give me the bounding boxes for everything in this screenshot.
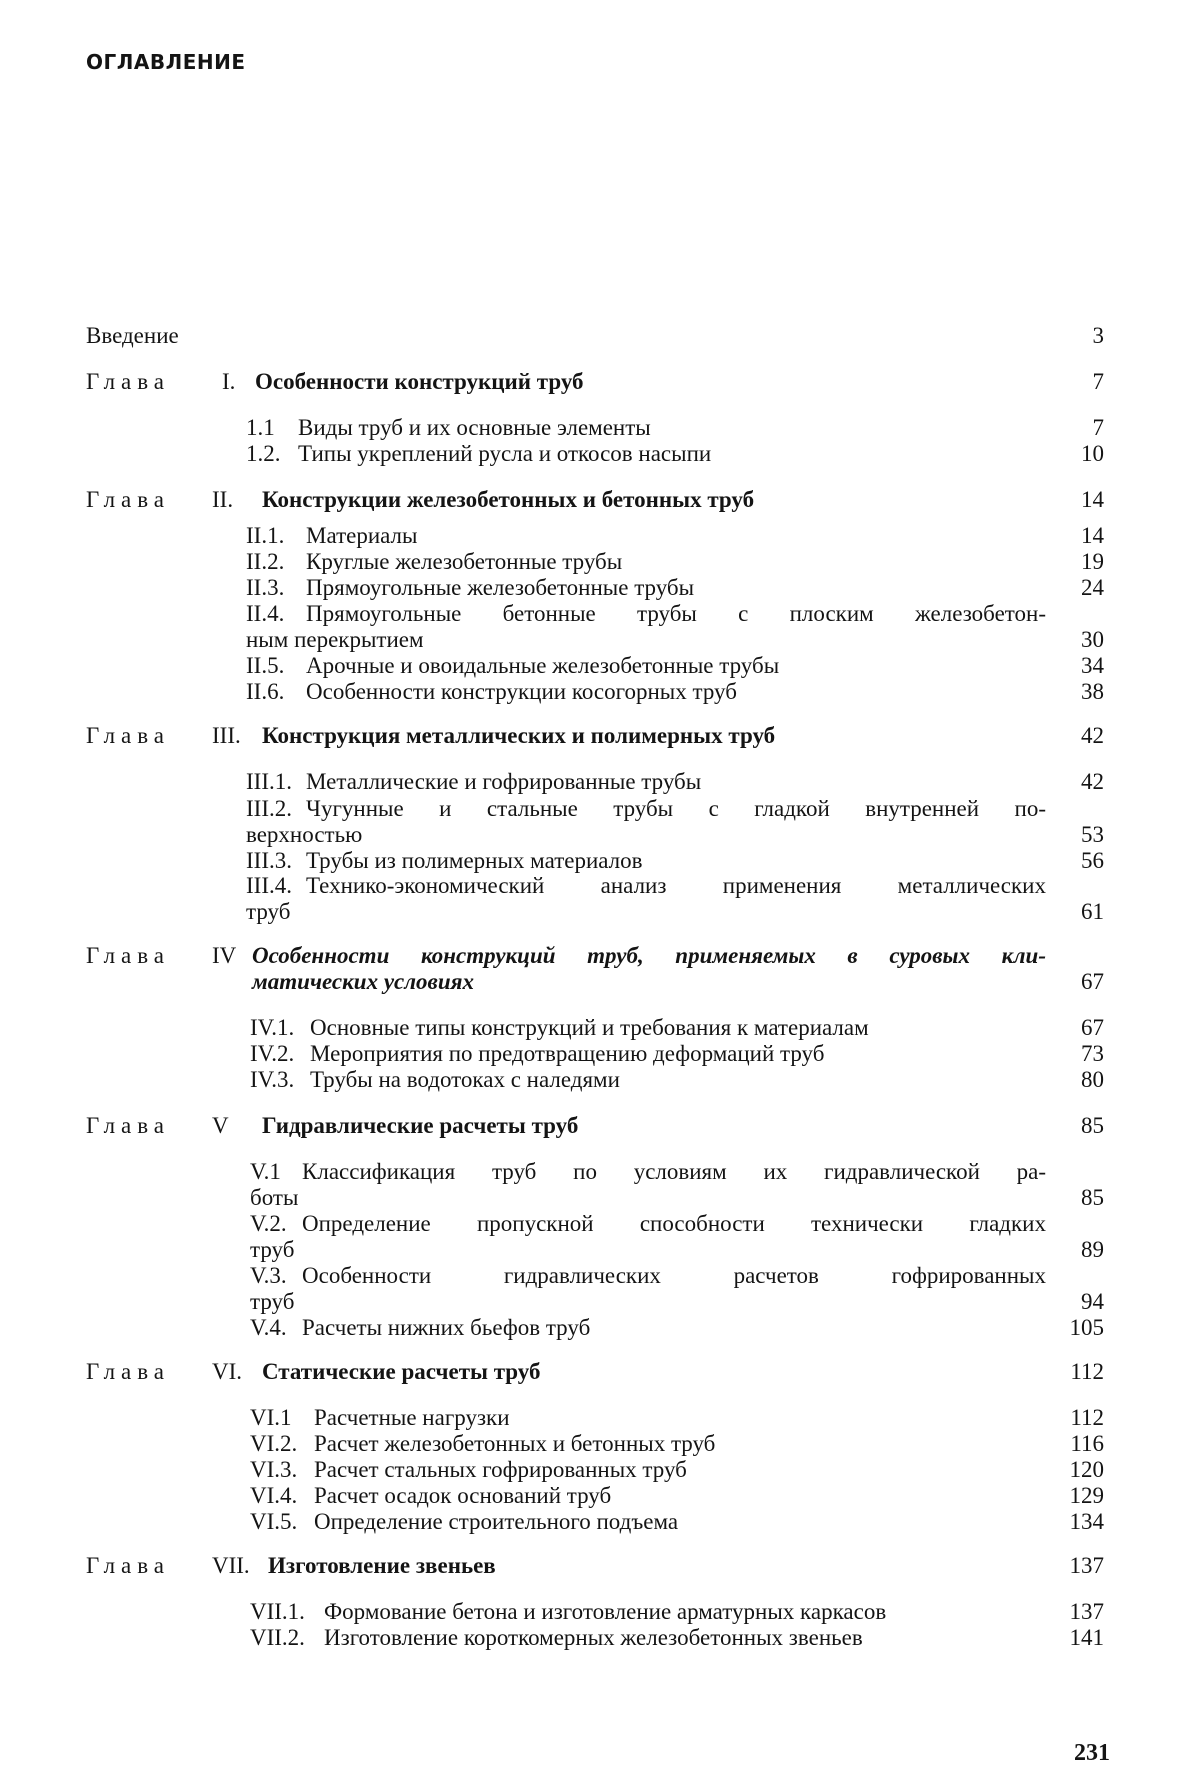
chapter-page-number: 7 [1092, 369, 1104, 394]
section-number: VI.5. [250, 1509, 298, 1534]
chapter-prefix: Глава [86, 723, 171, 748]
toc-section [0, 548, 1200, 576]
section-number: VI.2. [250, 1431, 298, 1456]
section-page-number: 34 [1081, 653, 1104, 678]
section-title: Материалы [306, 523, 418, 548]
section-number: VI.1 [250, 1405, 292, 1430]
section-page-number: 61 [1081, 899, 1104, 924]
section-title: Определение строительного подъема [314, 1509, 679, 1534]
section-title: Классификация труб по условиям их гидравлической ра- [302, 1159, 1046, 1184]
section-number: III.2. [246, 796, 292, 821]
section-page-number: 89 [1081, 1237, 1104, 1262]
section-page-number: 94 [1081, 1289, 1104, 1314]
toc-section [0, 1066, 1200, 1094]
section-title: Прямоугольные бетонные трубы с плоским железобетон- [306, 601, 1046, 626]
toc-chapter [0, 722, 1200, 750]
section-number: IV.2. [250, 1041, 295, 1066]
toc-section-continuation [0, 1288, 1200, 1316]
toc-section [0, 522, 1200, 550]
toc-section-continuation [0, 821, 1200, 849]
section-title: Изготовление короткомерных железобетонных звеньев [324, 1625, 863, 1650]
chapter-page-number: 85 [1081, 1113, 1104, 1138]
section-number: II.1. [246, 523, 285, 548]
toc-section [0, 1508, 1200, 1536]
chapter-page-number: 112 [1070, 1359, 1104, 1384]
section-number: V.3. [250, 1263, 287, 1288]
section-title: Прямоугольные железобетонные трубы [306, 575, 695, 600]
section-number: III.1. [246, 769, 292, 794]
toc-section [0, 600, 1200, 628]
section-number: IV.3. [250, 1067, 295, 1092]
section-number: II.6. [246, 679, 285, 704]
chapter-prefix: Глава [86, 1553, 171, 1578]
section-page-number: 30 [1081, 627, 1104, 652]
folio-page-number: 231 [1074, 1740, 1110, 1766]
section-number: VII.1. [250, 1599, 305, 1624]
toc-chapter [0, 486, 1200, 514]
chapter-title: Статические расчеты труб [262, 1359, 541, 1384]
section-title: Технико-экономический анализ применения металлических [306, 873, 1046, 898]
section-title-continuation: боты [250, 1185, 299, 1210]
toc-section [0, 1262, 1200, 1290]
section-number: V.2. [250, 1211, 287, 1236]
section-page-number: 56 [1081, 848, 1104, 873]
section-page-number: 137 [1069, 1599, 1104, 1624]
section-page-number: 80 [1081, 1067, 1104, 1092]
chapter-title: Особенности конструкций труб [255, 369, 584, 394]
chapter-number: IV [212, 943, 237, 968]
section-number: II.3. [246, 575, 285, 600]
section-page-number: 38 [1081, 679, 1104, 704]
section-page-number: 19 [1081, 549, 1104, 574]
section-title: Арочные и овоидальные железобетонные трубы [306, 653, 780, 678]
chapter-title: Конструкции железобетонных и бетонных труб [262, 487, 755, 512]
chapter-title-continuation: матических условиях [252, 969, 474, 994]
toc-section [0, 768, 1200, 796]
page-title: ОГЛАВЛЕНИЕ [86, 50, 246, 74]
section-title: Круглые железобетонные трубы [306, 549, 623, 574]
toc-section-continuation [0, 1184, 1200, 1212]
chapter-page-number: 14 [1081, 487, 1104, 512]
chapter-number: III. [212, 723, 241, 748]
chapter-number: V [212, 1113, 229, 1138]
chapter-title: Особенности конструкций труб, применяемых в суровых кли- [252, 943, 1046, 968]
section-title: Типы укреплений русла и откосов насыпи [298, 441, 712, 466]
toc-section [0, 414, 1200, 442]
section-page-number: 85 [1081, 1185, 1104, 1210]
section-number: VII.2. [250, 1625, 305, 1650]
section-title-continuation: труб [250, 1237, 295, 1262]
toc-section [0, 1040, 1200, 1068]
toc-section [0, 574, 1200, 602]
toc-section-continuation [0, 898, 1200, 926]
chapter-prefix: Глава [86, 487, 171, 512]
toc-chapter [0, 368, 1200, 396]
section-page-number: 67 [1081, 1015, 1104, 1040]
toc-chapter [0, 1358, 1200, 1386]
section-page-number: 141 [1069, 1625, 1104, 1650]
intro-page-number: 3 [1092, 323, 1104, 348]
section-title: Мероприятия по предотвращению деформаций труб [310, 1041, 825, 1066]
toc-section [0, 795, 1200, 823]
section-page-number: 24 [1081, 575, 1104, 600]
chapter-prefix: Глава [86, 1113, 171, 1138]
intro-title: Введение [86, 323, 179, 348]
section-number: III.3. [246, 848, 292, 873]
toc-section [0, 847, 1200, 875]
chapter-number: I. [222, 369, 236, 394]
chapter-page-number: 67 [1081, 969, 1104, 994]
toc-section [0, 440, 1200, 468]
section-title: Расчет железобетонных и бетонных труб [314, 1431, 716, 1456]
section-title: Определение пропускной способности технически гладких [302, 1211, 1046, 1236]
toc-section [0, 1210, 1200, 1238]
toc-section [0, 678, 1200, 706]
chapter-prefix: Глава [86, 369, 171, 394]
toc-section [0, 652, 1200, 680]
toc-entry-intro [0, 322, 1200, 350]
section-title: Особенности конструкции косогорных труб [306, 679, 737, 704]
toc-section-continuation [0, 1236, 1200, 1264]
section-title: Расчет стальных гофрированных труб [314, 1457, 687, 1482]
section-title: Расчет осадок оснований труб [314, 1483, 612, 1508]
section-title-continuation: верхностью [246, 822, 363, 847]
section-page-number: 129 [1069, 1483, 1104, 1508]
section-number: V.1 [250, 1159, 281, 1184]
chapter-page-number: 137 [1069, 1553, 1104, 1578]
section-title: Расчеты нижних бьефов труб [302, 1315, 591, 1340]
toc-section [0, 1314, 1200, 1342]
section-number: VI.4. [250, 1483, 298, 1508]
section-number: II.4. [246, 601, 285, 626]
section-page-number: 105 [1069, 1315, 1104, 1340]
section-page-number: 73 [1081, 1041, 1104, 1066]
section-page-number: 134 [1069, 1509, 1104, 1534]
toc-section [0, 1482, 1200, 1510]
toc-chapter [0, 942, 1200, 970]
section-number: VI.3. [250, 1457, 298, 1482]
toc-section [0, 1404, 1200, 1432]
section-title: Расчетные нагрузки [314, 1405, 510, 1430]
section-title: Трубы на водотоках с наледями [310, 1067, 620, 1092]
section-title: Чугунные и стальные трубы с гладкой внутренней по- [306, 796, 1046, 821]
section-number: II.2. [246, 549, 285, 574]
section-title-continuation: ным перекрытием [246, 627, 424, 652]
toc-section [0, 1158, 1200, 1186]
section-page-number: 7 [1092, 415, 1104, 440]
section-number: V.4. [250, 1315, 287, 1340]
section-page-number: 120 [1069, 1457, 1104, 1482]
chapter-title: Гидравлические расчеты труб [262, 1113, 579, 1138]
chapter-number: VII. [212, 1553, 250, 1578]
section-title: Основные типы конструкций и требования к материалам [310, 1015, 869, 1040]
section-number: II.5. [246, 653, 285, 678]
chapter-page-number: 42 [1081, 723, 1104, 748]
section-title: Металлические и гофрированные трубы [306, 769, 702, 794]
toc-section [0, 872, 1200, 900]
chapter-title: Изготовление звеньев [268, 1553, 496, 1578]
toc-chapter [0, 1112, 1200, 1140]
toc-section-continuation [0, 626, 1200, 654]
section-page-number: 14 [1081, 523, 1104, 548]
chapter-prefix: Глава [86, 943, 171, 968]
section-title: Виды труб и их основные элементы [298, 415, 651, 440]
toc-chapter-continuation [0, 968, 1200, 996]
toc-chapter [0, 1552, 1200, 1580]
section-number: 1.2. [246, 441, 281, 466]
section-title-continuation: труб [246, 899, 291, 924]
toc-section [0, 1014, 1200, 1042]
section-number: III.4. [246, 873, 292, 898]
section-number: 1.1 [246, 415, 275, 440]
section-title-continuation: труб [250, 1289, 295, 1314]
toc-section [0, 1598, 1200, 1626]
chapter-number: VI. [212, 1359, 243, 1384]
toc-section [0, 1430, 1200, 1458]
section-page-number: 42 [1081, 769, 1104, 794]
section-title: Формование бетона и изготовление арматурных каркасов [324, 1599, 887, 1624]
section-title: Трубы из полимерных материалов [306, 848, 643, 873]
section-page-number: 10 [1081, 441, 1104, 466]
toc-section [0, 1456, 1200, 1484]
chapter-title: Конструкция металлических и полимерных труб [262, 723, 776, 748]
section-page-number: 112 [1070, 1405, 1104, 1430]
section-page-number: 53 [1081, 822, 1104, 847]
chapter-prefix: Глава [86, 1359, 171, 1384]
section-title: Особенности гидравлических расчетов гофрированных [302, 1263, 1046, 1288]
section-number: IV.1. [250, 1015, 295, 1040]
chapter-number: II. [212, 487, 234, 512]
toc-section [0, 1624, 1200, 1652]
section-page-number: 116 [1070, 1431, 1104, 1456]
